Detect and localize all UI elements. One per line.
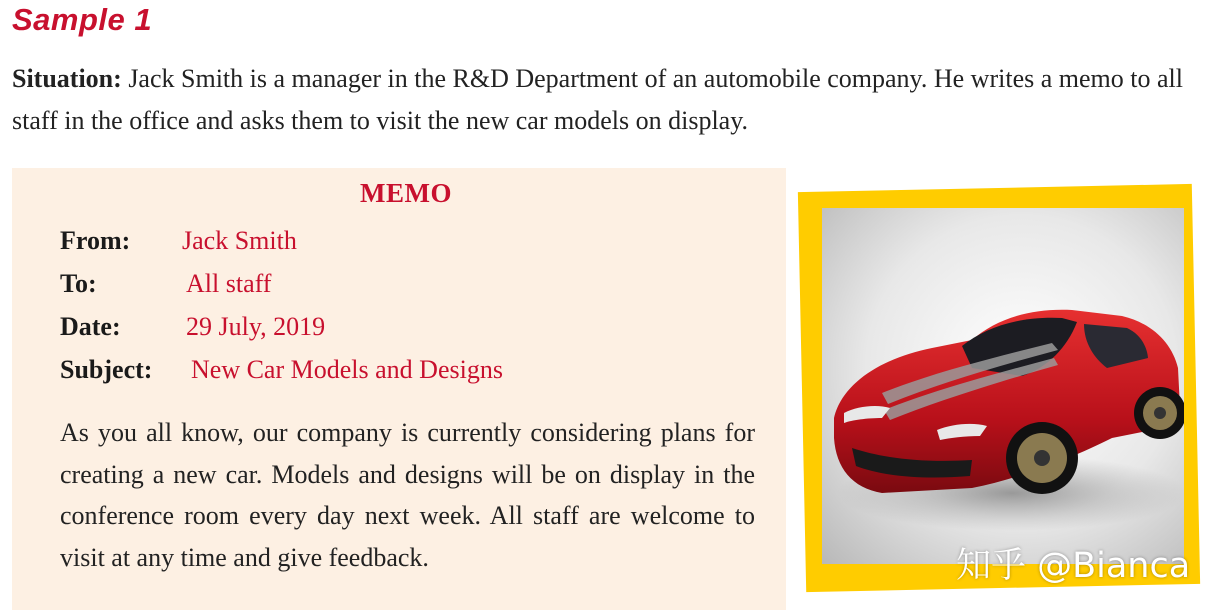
red-sports-car-icon: [822, 208, 1184, 564]
memo-to-label: To:: [60, 269, 97, 298]
memo-subject-label: Subject:: [60, 355, 153, 384]
memo-subject-value: New Car Models and Designs: [191, 355, 503, 384]
situation-paragraph: [12, 58, 1212, 142]
memo-to-value: All staff: [186, 269, 272, 298]
situation-text: Jack Smith is a manager in the R&D Department of an automobile company. He writes a memo to all staff in the office and asks them to visit the new car models on display.: [12, 64, 1183, 135]
memo-heading: MEMO: [360, 178, 452, 208]
memo-body-paragraph: As you all know, our company is currently considering plans for creating a new car. Models and designs will be on display in the conference room every day next week. All staff are welcome to visit at any time and give feedback.: [60, 418, 755, 572]
memo-date-label: Date:: [60, 312, 121, 341]
sample-title: Sample 1: [12, 2, 153, 37]
watermark-text: 知乎 @Bianca: [956, 546, 1191, 586]
memo-from-value: Jack Smith: [182, 226, 297, 255]
memo-date-value: 29 July, 2019: [186, 312, 326, 341]
situation-label: Situation:: [12, 64, 122, 93]
car-photo: [822, 208, 1184, 564]
memo-from-label: From:: [60, 226, 131, 255]
